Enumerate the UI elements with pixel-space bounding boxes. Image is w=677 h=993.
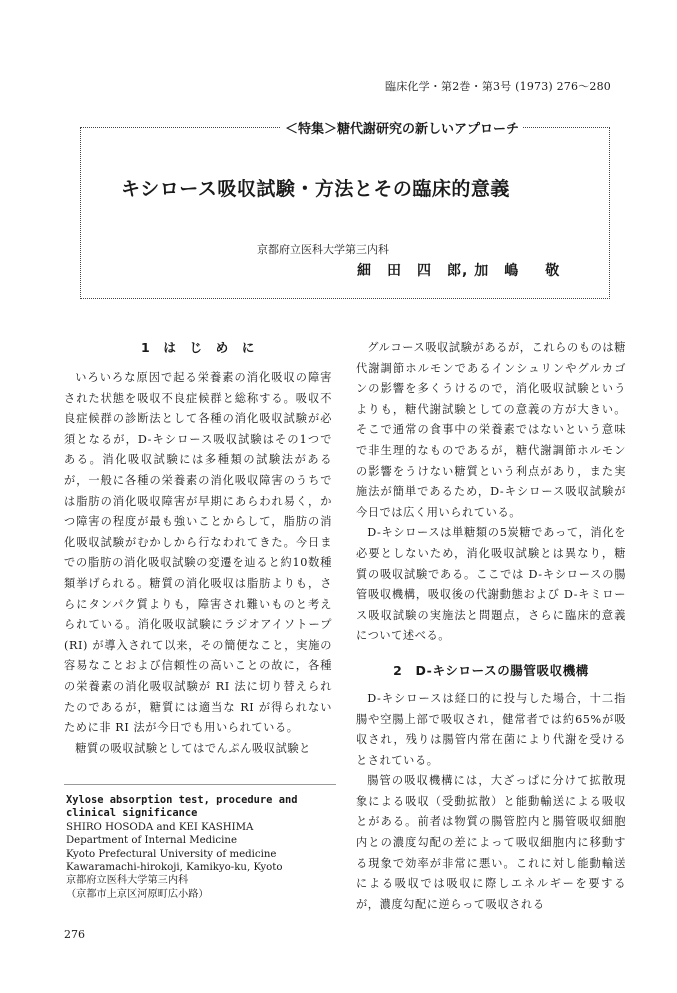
left-column (64, 338, 332, 759)
japanese-affiliation: 京都府立医科大学第三内科 (66, 875, 189, 887)
body-paragraph: いろいろな原因で起る栄養素の消化吸収の障害された状態を吸収不良症候群と総称する。吸収不良症候群の診断法として各種の消化吸収試験が必須となるが，D-キシロース吸収試験はその1つである。消化吸収試験には多種類の試験法があるが，一般に各種の栄養素の消化吸収障害のうちでは脂肪の消化吸収障害が早期にあらわれ易く，かつ障害の程度が最も強いことからして，脂肪の消化吸収試験がむかしから行なわれてきた。今日までの脂肪の消化吸収試験の変遷を辿ると約10数種類挙げられる。糖質の消化吸収は脂肪よりも，さらにタンパク質よりも，障害され難いものと考えられている。消化吸収試験にラジオアイソトープ (RI) が導入されて以来，その簡便なこと，実施の容易なことおよび信頼性の高いことの故に，各種の栄養素の消化吸収試験が RI 法に切り替えられたのであるが，糖質には適当な RI が得られないために非 RI 法が今日でも用いられている。 (64, 371, 332, 735)
section-heading-introduction: 1 は じ め に (140, 340, 256, 355)
body-paragraph: D-キシロースは単糖類の5炭糖であって，消化を必要としないため，消化吸収試験とは異なり，糖質の吸収試験である。ここでは D-キシロースの腸管吸収機構，吸収後の代謝動態および D-キミロース吸収試験の実施法と問題点，さらに臨床的意義について述べる。 (356, 526, 626, 643)
right-column (356, 338, 626, 915)
english-department: Department of Internal Medicine (66, 835, 237, 847)
feature-label: ＜特集＞糖代謝研究の新しいアプローチ (281, 118, 523, 137)
section-heading-absorption: 2 D-キシロースの腸管吸収機構 (393, 662, 589, 678)
body-paragraph: D-キシロースは経口的に投与した場合，十二指腸や空腸上部で吸収され，健常者では約65%が吸収され，残りは腸管内常在菌により代謝を受けるとされている。 (356, 691, 626, 767)
body-paragraph: 腸管の吸収機構には，大ざっぱに分けて拡散現象による吸収（受動拡散）と能動輸送による吸収とがある。前者は物質の腸管腔内と腸管吸収細胞内との濃度勾配の差によって吸収細胞内に移動する現象で効率が非常に悪い。これに対し能動輸送による吸収では吸収に際しエネルギーを要するが，濃度勾配に逆らって吸収される (356, 774, 626, 911)
english-university: Kyoto Prefectural University of medicine (66, 848, 277, 860)
journal-header: 臨床化学・第2巻・第3号 (1973) 276〜280 (385, 80, 611, 93)
english-address: Kawaramachi-hirokoji, Kamikyo-ku, Kyoto (66, 862, 283, 874)
affiliation: 京都府立医科大学第三内科 (257, 243, 389, 256)
english-abstract-block (66, 794, 336, 901)
body-paragraph: 糖質の吸収試験としてはでんぷん吸収試験と (75, 741, 311, 755)
feature-box (80, 122, 610, 299)
authors (357, 260, 560, 280)
body-paragraph: グルコース吸収試験があるが，これらのものは糖代謝調節ホルモンであるインシュリンやグルカゴンの影響を多くうけるので，消化吸収試験というよりも，糖代謝試験としての意義の方が大きい。そこで通常の食事中の栄養素ではないという意味で非生理的なものであるが，糖代謝調節ホルモンの影響をうけない糖質という利点があり，また実施法が簡単であるため，D-キシロース吸収試験が今日では広く用いられている。 (356, 341, 626, 519)
author-given-name: 敬 (545, 263, 561, 279)
english-title-line: clinical significance (66, 807, 198, 820)
japanese-address: （京都市上京区河原町広小路） (66, 888, 209, 900)
article-title: キシロース吸収試験・方法とその臨床的意義 (121, 178, 510, 200)
english-authors: SHIRO HOSODA and KEI KASHIMA (66, 821, 254, 833)
english-title-line: Xylose absorption test, procedure and (66, 794, 298, 806)
author-names: 細 田 四 郎, 加 嶋 (357, 263, 520, 279)
page-number: 276 (64, 928, 85, 941)
footnote-divider (64, 784, 336, 785)
